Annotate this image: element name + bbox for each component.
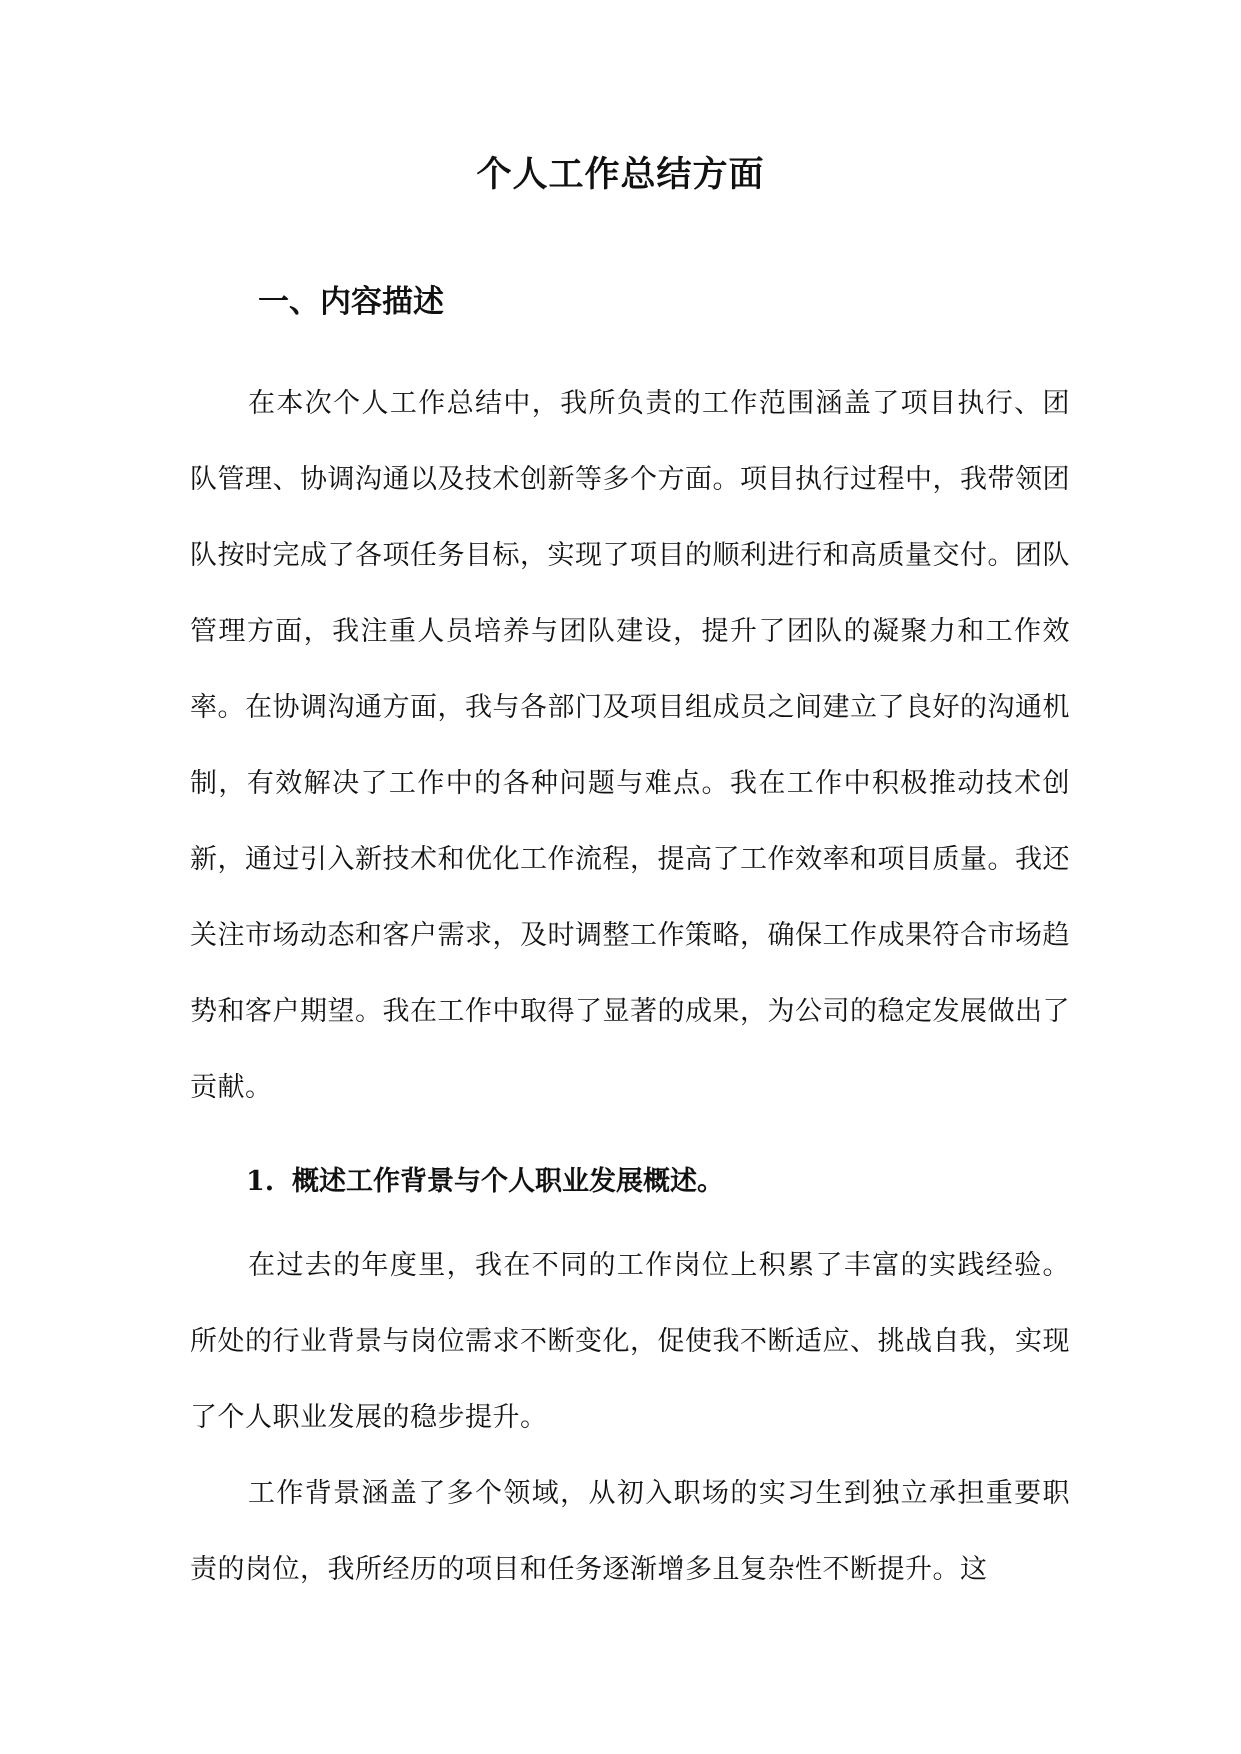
- subsection-title: 概述工作背景与个人职业发展概述。: [292, 1166, 724, 1197]
- section-heading: 一、内容描述: [258, 284, 444, 320]
- paragraph-content-description: 在本次个人工作总结中，我所负责的工作范围涵盖了项目执行、团队管理、协调沟通以及技术创新等多个方面。项目执行过程中，我带领团队按时完成了各项任务目标，实现了项目的顺利进行和高质量交付。团队管理方面，我注重人员培养与团队建设，提升了团队的凝聚力和工作效率。在协调沟通方面，我与各部门及项目组成员之间建立了良好的沟通机制，有效解决了工作中的各种问题与难点。我在工作中积极推动技术创新，通过引入新技术和优化工作流程，提高了工作效率和项目质量。我还关注市场动态和客户需求，及时调整工作策略，确保工作成果符合市场趋势和客户期望。我在工作中取得了显著的成果，为公司的稳定发展做出了贡献。: [190, 388, 1070, 1103]
- paragraph-work-background: 在过去的年度里，我在不同的工作岗位上积累了丰富的实践经验。所处的行业背景与岗位需求不断变化，促使我不断适应、挑战自我，实现了个人职业发展的稳步提升。: [190, 1250, 1070, 1433]
- paragraph-work-scope: 工作背景涵盖了多个领域，从初入职场的实习生到独立承担重要职责的岗位，我所经历的项目和任务逐渐增多且复杂性不断提升。这: [190, 1478, 1070, 1585]
- document-title: 个人工作总结方面: [476, 154, 765, 195]
- subsection-number: 1.: [246, 1166, 275, 1197]
- subsection-heading: [246, 1162, 724, 1202]
